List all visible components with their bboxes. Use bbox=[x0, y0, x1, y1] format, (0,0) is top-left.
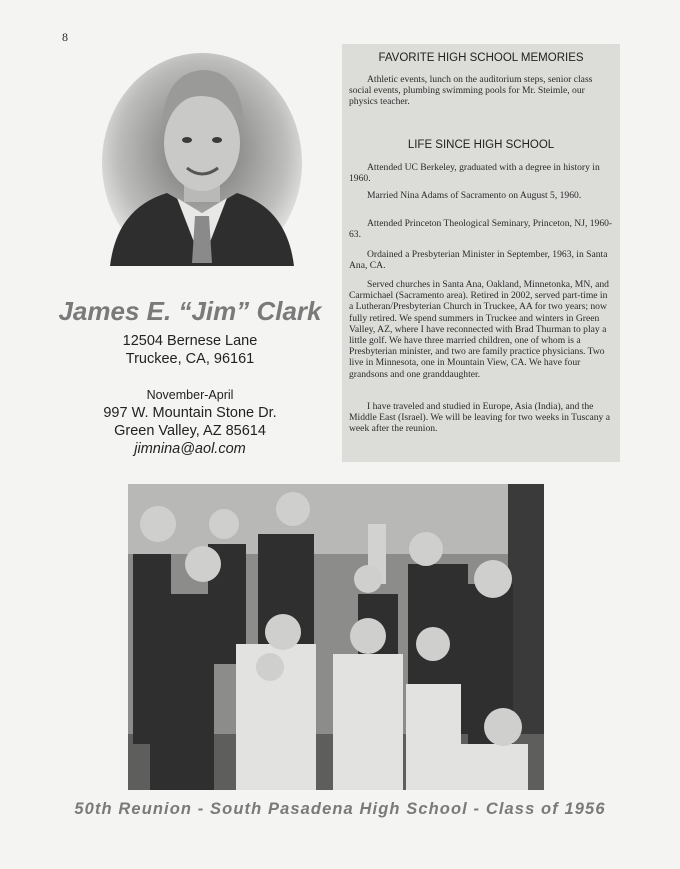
family-photo bbox=[128, 484, 544, 790]
life-paragraph: I have traveled and studied in Europe, Asia (India), and the Middle East (Israel). We will be leaving for two weeks in Tuscany a week after the reunion. bbox=[349, 401, 610, 435]
season-label: November-April bbox=[146, 388, 234, 402]
memories-text: Athletic events, lunch on the auditorium steps, senior class social events, plumbing swimming pools for Mr. Steimle, our physics teacher. bbox=[349, 74, 593, 108]
life-heading: LIFE SINCE HIGH SCHOOL bbox=[407, 139, 555, 151]
page-number: 8 bbox=[62, 30, 68, 44]
memories-heading: FAVORITE HIGH SCHOOL MEMORIES bbox=[378, 52, 584, 64]
life-paragraph: Attended UC Berkeley, graduated with a degree in history in 1960. bbox=[349, 162, 600, 185]
reunion-footer: 50th Reunion - South Pasadena High School - Class of 1956 bbox=[74, 800, 606, 818]
life-paragraph: Ordained a Presbyterian Minister in September, 1963, in Santa Ana, CA. bbox=[349, 249, 608, 272]
winter-address-line-1: 997 W. Mountain Stone Dr. bbox=[103, 405, 277, 421]
address-line-2: Truckee, CA, 96161 bbox=[125, 351, 255, 367]
person-name: James E. “Jim” Clark bbox=[58, 296, 322, 326]
address-line-1: 12504 Bernese Lane bbox=[122, 333, 258, 349]
email-address: jimnina@aol.com bbox=[134, 441, 246, 457]
life-paragraph: Married Nina Adams of Sacramento on August 5, 1960. bbox=[367, 190, 582, 201]
portrait-photo bbox=[102, 48, 302, 266]
life-paragraph: Attended Princeton Theological Seminary, Princeton, NJ, 1960-63. bbox=[349, 218, 613, 241]
winter-address-line-2: Green Valley, AZ 85614 bbox=[114, 423, 266, 439]
life-paragraph: Served churches in Santa Ana, Oakland, Minnetonka, MN, and Carmichael (Sacramento area). Retired in 2002, served part-time in a Lutheran/Presbyterian Church in Truckee, AA for two years; now fully retired. We spend summers in Truckee and winters in Green Valley, AZ, where I have reconnected with Brad Thurman to play a little golf. We have three married children, one of whom is a Presbyterian minister, and two are family practice physicians. Two live in Minnesota, one in Mountain View, CA. We have four grandsons and one granddaughter. bbox=[349, 279, 609, 380]
